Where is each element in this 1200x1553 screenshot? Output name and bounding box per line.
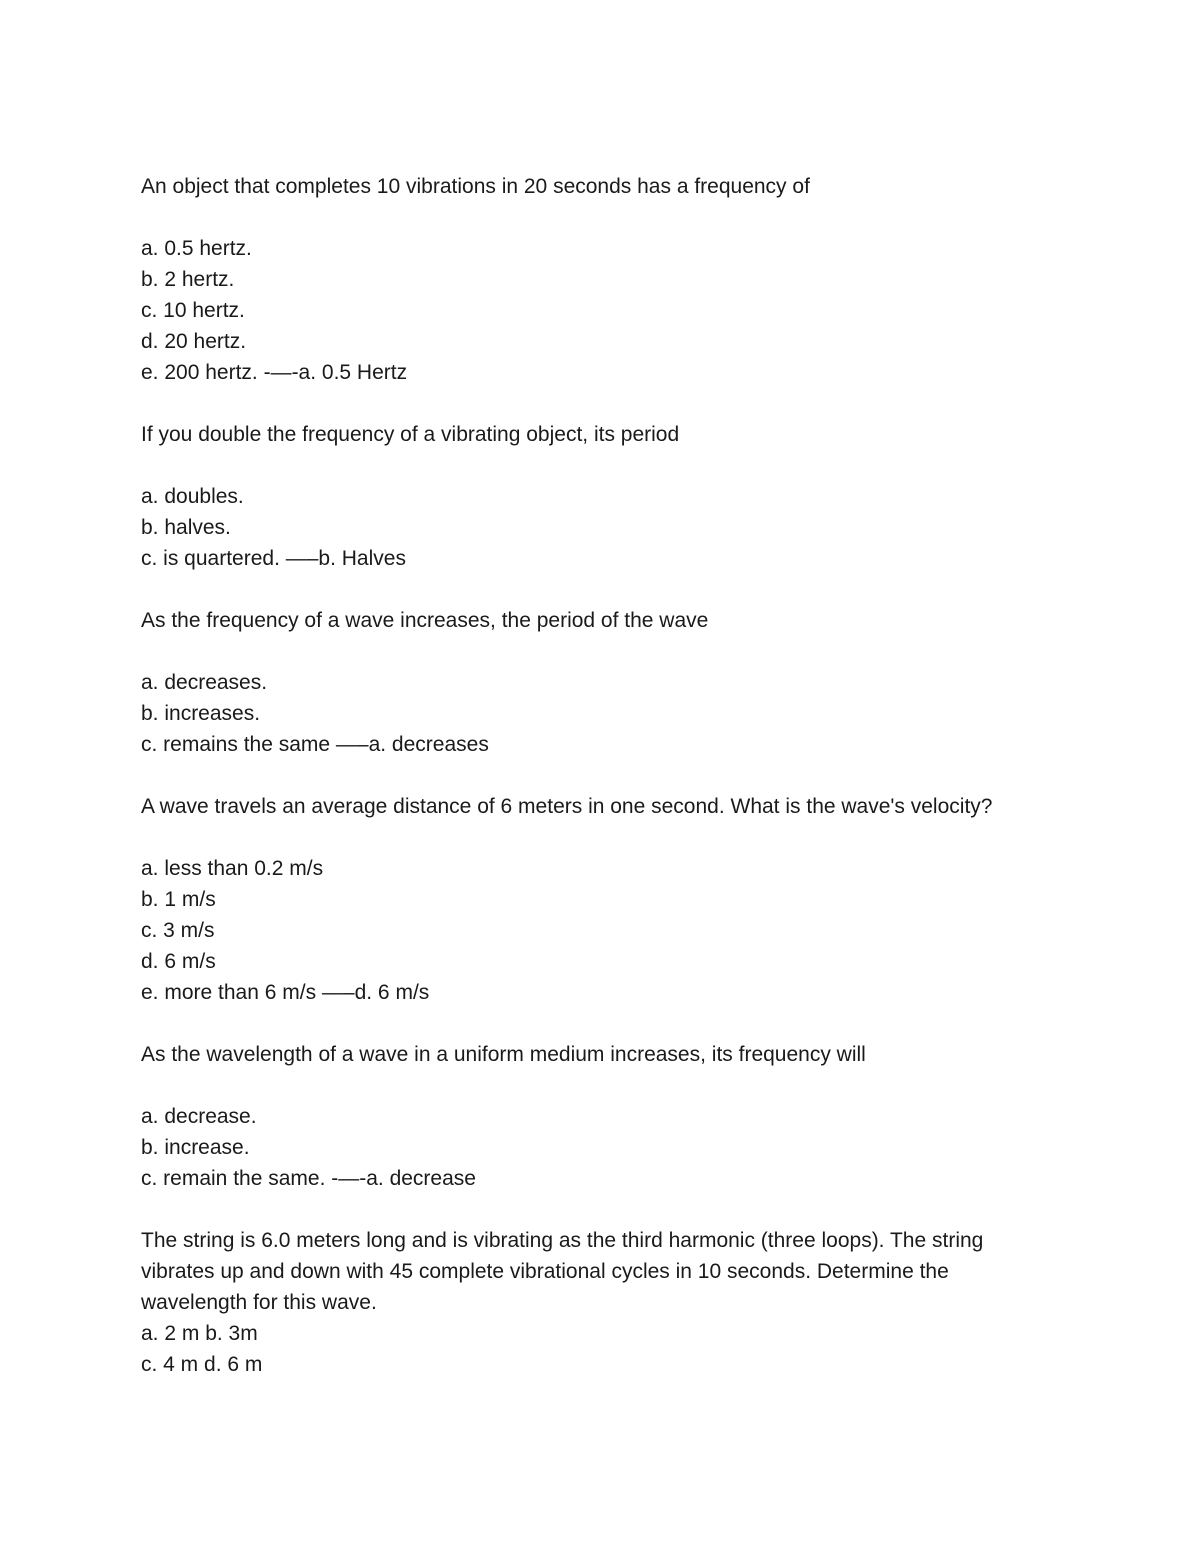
question-5-prompt: As the wavelength of a wave in a uniform medium increases, its frequency will — [141, 1043, 866, 1066]
spacer — [141, 822, 1041, 853]
question-6-prompt: The string is 6.0 meters long and is vibrating as the third harmonic (three loops). The string vibrates up and down with 45 complete vibrational cycles in 10 seconds. Determine the wavelength for this wave. — [141, 1229, 984, 1314]
question-3-option-c: c. remains the same —–a. decreases — [141, 733, 489, 756]
question-1-option-a: a. 0.5 hertz. — [141, 237, 252, 260]
question-4-prompt: A wave travels an average distance of 6 meters in one second. What is the wave's velocity? — [141, 795, 993, 818]
question-1-option-c: c. 10 hertz. — [141, 299, 245, 322]
question-5-option-c: c. remain the same. -—-a. decrease — [141, 1167, 476, 1190]
spacer — [141, 1008, 1041, 1039]
spacer — [141, 450, 1041, 481]
spacer — [141, 1194, 1041, 1225]
question-3-prompt: As the frequency of a wave increases, the period of the wave — [141, 609, 709, 632]
question-6-options-row-1: a. 2 m b. 3m — [141, 1322, 258, 1345]
question-2-option-a: a. doubles. — [141, 485, 244, 508]
question-1-option-e: e. 200 hertz. -—-a. 0.5 Hertz — [141, 361, 408, 384]
spacer — [141, 574, 1041, 605]
spacer — [141, 1070, 1041, 1101]
question-3-option-b: b. increases. — [141, 702, 261, 725]
spacer — [141, 388, 1041, 419]
question-5-option-a: a. decrease. — [141, 1105, 257, 1128]
spacer — [141, 636, 1041, 667]
question-5-option-b: b. increase. — [141, 1136, 250, 1159]
question-3-option-a: a. decreases. — [141, 671, 268, 694]
question-4-option-b: b. 1 m/s — [141, 888, 216, 911]
question-4-option-c: c. 3 m/s — [141, 919, 215, 942]
question-4-option-a: a. less than 0.2 m/s — [141, 857, 324, 880]
question-1-prompt: An object that completes 10 vibrations in 20 seconds has a frequency of — [141, 175, 810, 198]
question-1-option-b: b. 2 hertz. — [141, 268, 235, 291]
question-4-option-d: d. 6 m/s — [141, 950, 216, 973]
question-1-option-d: d. 20 hertz. — [141, 330, 247, 353]
spacer — [141, 202, 1041, 233]
question-2-option-c: c. is quartered. —–b. Halves — [141, 547, 406, 570]
question-2-prompt: If you double the frequency of a vibrating object, its period — [141, 423, 680, 446]
spacer — [141, 760, 1041, 791]
question-6-options-row-2: c. 4 m d. 6 m — [141, 1353, 263, 1376]
document-content — [141, 171, 1041, 1380]
question-4-option-e: e. more than 6 m/s —–d. 6 m/s — [141, 981, 430, 1004]
question-2-option-b: b. halves. — [141, 516, 231, 539]
